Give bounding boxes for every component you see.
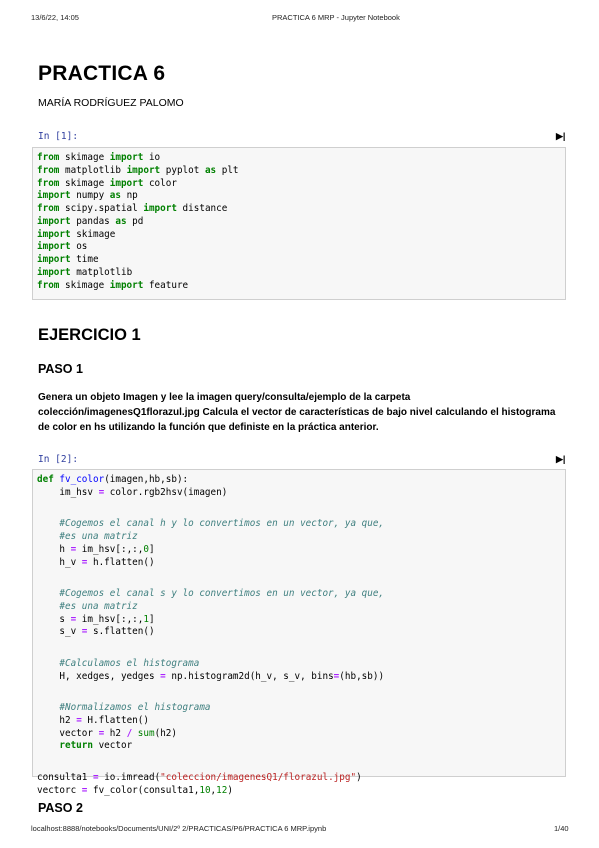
- step-heading: PASO 1: [38, 362, 83, 376]
- notebook-author: MARÍA RODRÍGUEZ PALOMO: [38, 97, 184, 109]
- exercise-description: Genera un objeto Imagen y lee la imagen query/consulta/ejemplo de la carpeta colección/imagenesQ1florazul.jpg Calcula el vector de características de bajo nivel calculando el histograma de color en hs utilizando la función que definiste en la práctica anterior.: [38, 392, 556, 433]
- step-forward-icon[interactable]: ▶|: [556, 454, 566, 464]
- step-forward-icon[interactable]: ▶|: [556, 131, 566, 141]
- code-cell-2-source: def fv_color(imagen,hb,sb): im_hsv = color.rgb2hsv(imagen) #Cogemos el canal h y lo convertimos en un vector, ya que, #es una matriz h = im_hsv[:,:,0] h_v = h.flatten() #Cogemos el canal s y lo convertimos en un vector, ya que, #es una matriz s = im_hsv[:,:,1] s_v = s.flatten() #Calculamos el histograma H, xedges, yedges = np.histogram2d(h_v, s_v, bins=(hb,sb)) #Normalizamos el histograma h2 = H.flatten() vector = h2 / sum(h2) return vector consulta1 = io.imread("coleccion/imagenesQ1/florazul.jpg") vectorc = fv_color(consulta1,10,12): [37, 474, 385, 796]
- step-heading: PASO 2: [38, 801, 83, 815]
- section-heading: EJERCICIO 1: [38, 326, 141, 344]
- print-url: localhost:8888/notebooks/Documents/UNI/2º 2/PRACTICAS/P6/PRACTICA 6 MRP.ipynb: [31, 824, 327, 833]
- cell-prompt: In [1]:: [38, 131, 79, 142]
- print-title: PRACTICA 6 MRP - Jupyter Notebook: [272, 13, 400, 22]
- cell-prompt: In [2]:: [38, 454, 79, 465]
- print-datetime: 13/6/22, 14:05: [31, 13, 79, 22]
- notebook-title: PRACTICA 6: [38, 62, 166, 85]
- page-number: 1/40: [554, 824, 569, 833]
- code-cell-1-source: from skimage import io from matplotlib import pyplot as plt from skimage import color import numpy as np from scipy.spatial import distance import pandas as pd import skimage import os import time import matplotlib from skimage import feature: [37, 152, 239, 291]
